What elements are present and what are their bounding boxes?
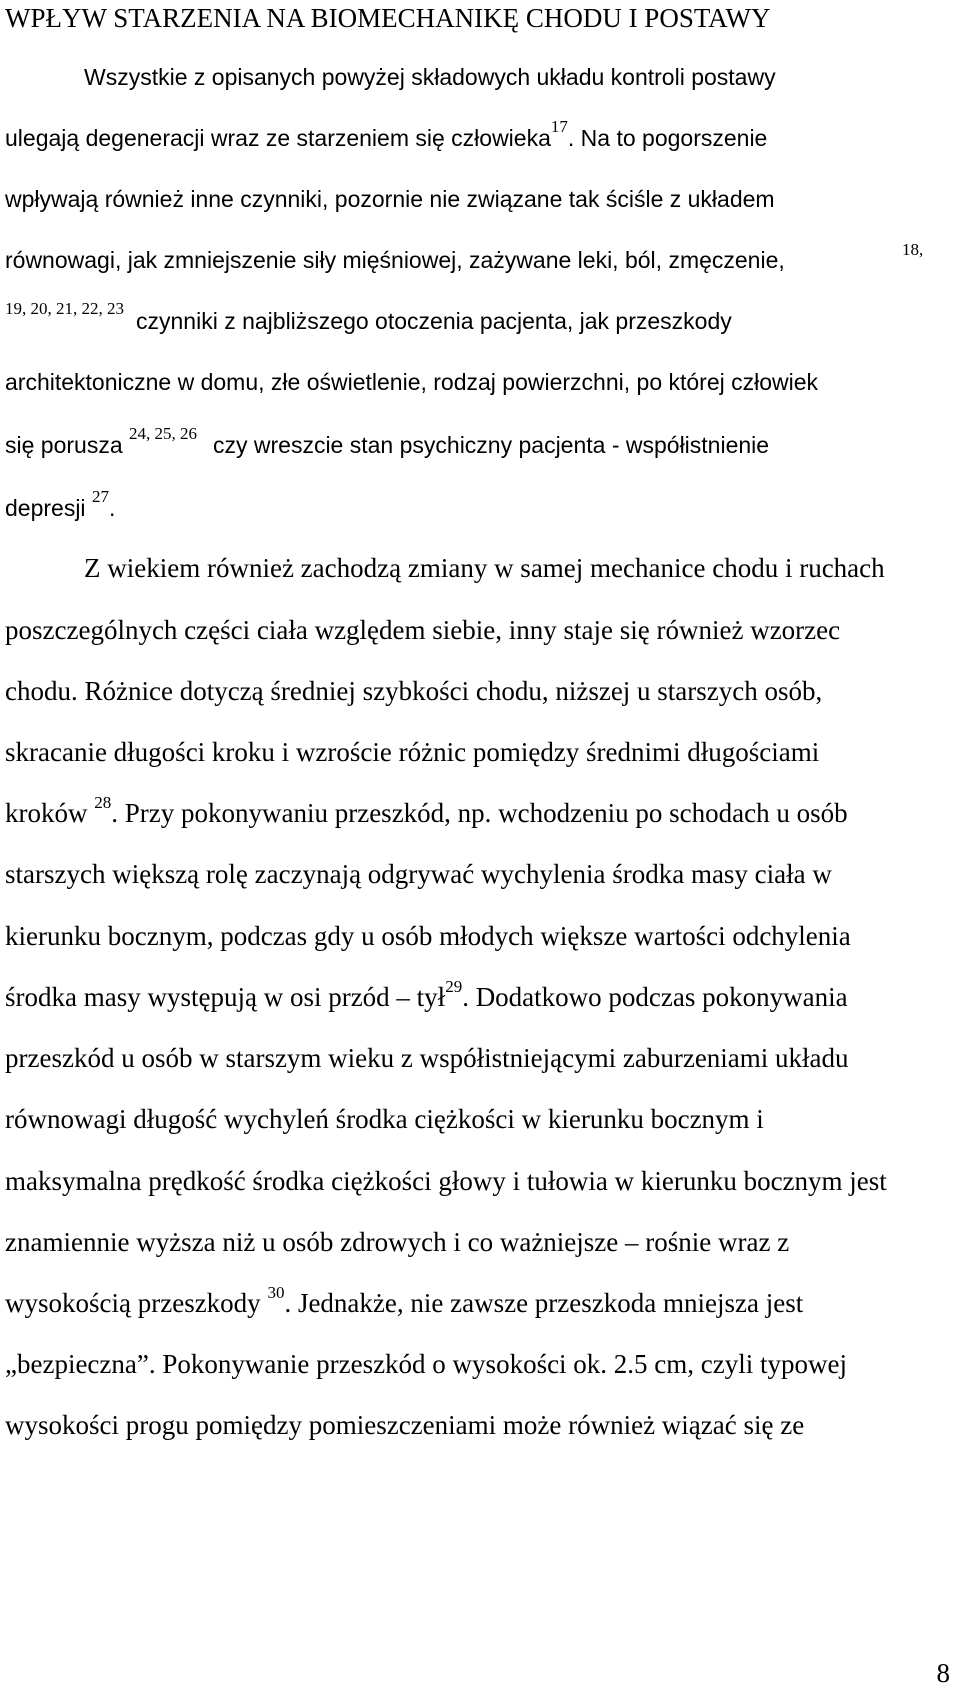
text-span: kroków xyxy=(5,798,88,828)
text-line: czynniki z najbliższego otoczenia pacjenta, jak przeszkody xyxy=(136,308,732,334)
footnote-ref: 30 xyxy=(267,1283,285,1302)
text-line: Wszystkie z opisanych powyżej składowych układu kontroli postawy xyxy=(84,64,776,90)
footnote-ref: 17 xyxy=(550,117,568,136)
text-line xyxy=(5,1283,804,1318)
footnote-ref: 18, xyxy=(902,240,924,259)
text-line: wysokości progu pomiędzy pomieszczeniami może również wiązać się ze xyxy=(5,1410,805,1440)
footnote-ref: 27 xyxy=(91,487,109,506)
text-span: . Na to pogorszenie xyxy=(567,125,768,151)
text-line xyxy=(5,487,116,521)
text-span: środka masy występują w osi przód – tył xyxy=(5,982,446,1012)
text-line: przeszkód u osób w starszym wieku z współistniejącymi zaburzeniami układu xyxy=(5,1043,849,1073)
text-line: znamiennie wyższa niż u osób zdrowych i co ważniejsze – rośnie wraz z xyxy=(5,1227,790,1257)
text-span: . Dodatkowo podczas pokonywania xyxy=(462,982,848,1012)
footnote-ref: 24, 25, 26 xyxy=(129,424,197,443)
text-line: poszczególnych części ciała względem siebie, inny staje się również wzorzec xyxy=(5,615,841,645)
text-span: . xyxy=(108,495,116,521)
footnote-ref: 19, 20, 21, 22, 23 xyxy=(5,299,124,318)
text-span: wysokością przeszkody xyxy=(5,1288,261,1318)
page-header: WPŁYW STARZENIA NA BIOMECHANIKĘ CHODU I POSTAWY xyxy=(5,3,771,33)
text-line: wpływają również inne czynniki, pozornie nie związane tak ściśle z układem xyxy=(5,186,775,212)
footnote-ref: 28 xyxy=(94,793,112,812)
text-line: „bezpieczna”. Pokonywanie przeszkód o wysokości ok. 2.5 cm, czyli typowej xyxy=(5,1349,847,1379)
text-line: czy wreszcie stan psychiczny pacjenta - współistnienie xyxy=(213,432,770,458)
text-line: starszych większą rolę zaczynają odgrywać wychylenia środka masy ciała w xyxy=(5,859,832,889)
text-line xyxy=(5,117,768,151)
text-line xyxy=(5,793,848,828)
page-number: 8 xyxy=(936,1658,950,1688)
text-line: architektoniczne w domu, złe oświetlenie, rodzaj powierzchni, po której człowiek xyxy=(5,369,819,395)
text-line xyxy=(5,977,848,1012)
text-line: Z wiekiem również zachodzą zmiany w samej mechanice chodu i ruchach xyxy=(84,553,885,583)
text-line: kierunku bocznym, podczas gdy u osób młodych większe wartości odchylenia xyxy=(5,921,851,951)
text-line: skracanie długości kroku i wzroście różnic pomiędzy średnimi długościami xyxy=(5,737,820,767)
text-span: . Przy pokonywaniu przeszkód, np. wchodzeniu po schodach u osób xyxy=(111,798,848,828)
text-line: maksymalna prędkość środka ciężkości głowy i tułowia w kierunku bocznym jest xyxy=(5,1166,887,1196)
text-line: równowagi długość wychyleń środka ciężkości w kierunku bocznym i xyxy=(5,1104,764,1134)
text-line: równowagi, jak zmniejszenie siły mięśniowej, zażywane leki, ból, zmęczenie, xyxy=(5,247,785,273)
footnote-ref: 29 xyxy=(445,977,463,996)
text-span: depresji xyxy=(5,495,86,521)
text-span: . Jednakże, nie zawsze przeszkoda mniejsza jest xyxy=(284,1288,804,1318)
text-span: ulegają degeneracji wraz ze starzeniem się człowieka xyxy=(5,125,551,151)
text-line: chodu. Różnice dotyczą średniej szybkości chodu, niższej u starszych osób, xyxy=(5,676,823,706)
text-line: się porusza xyxy=(5,432,123,458)
